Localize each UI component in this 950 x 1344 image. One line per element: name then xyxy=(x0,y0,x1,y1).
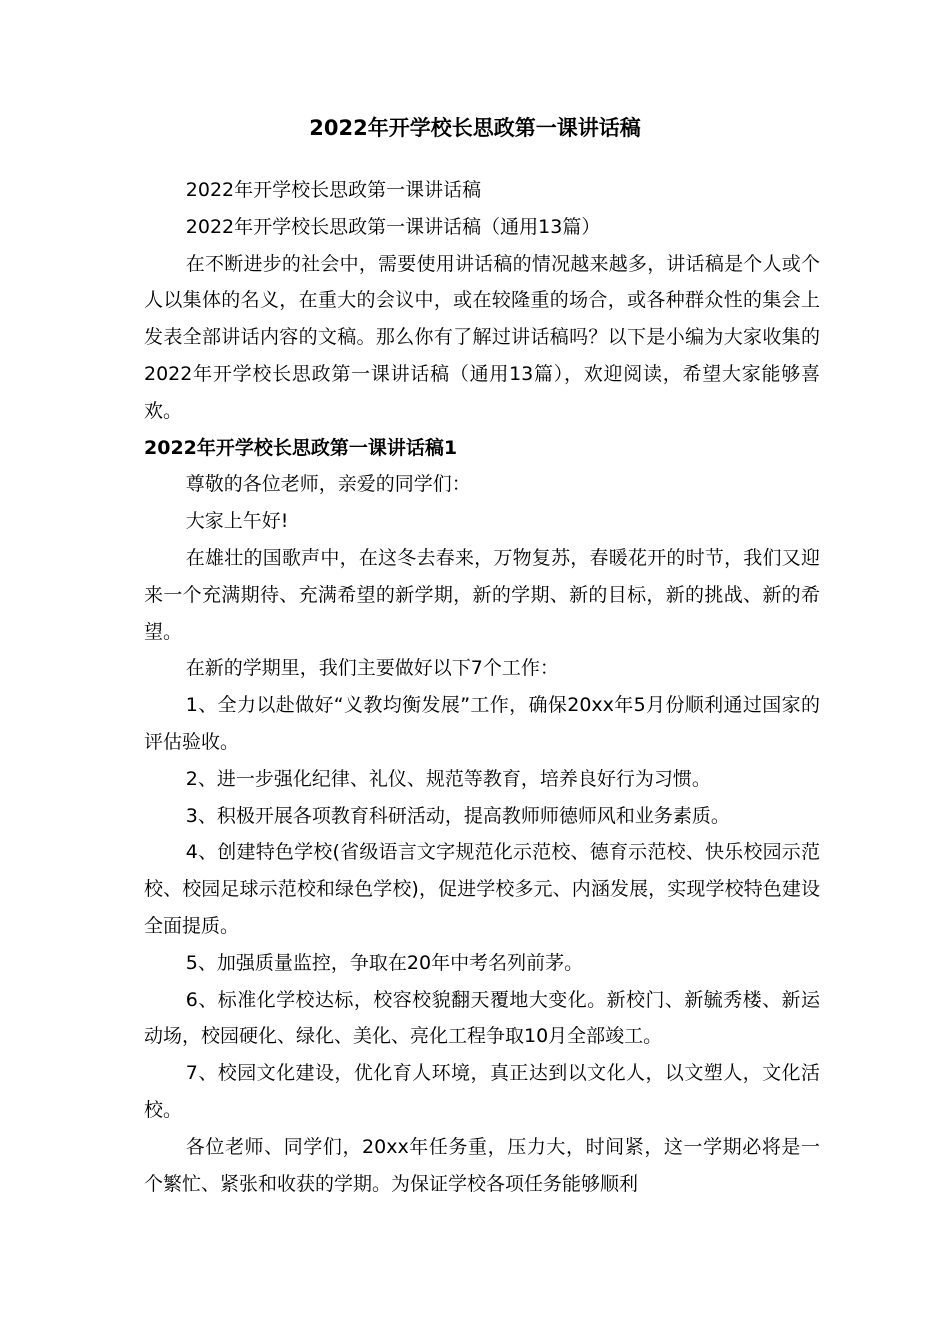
list-item: 6、标准化学校达标，校容校貌翻天覆地大变化。新校门、新毓秀楼、新运动场，校园硬化、绿化、美化、亮化工程争取10月全部竣工。 xyxy=(144,988,820,1048)
intro-paragraph: 2022年开学校长思政第一课讲话稿（通用13篇） xyxy=(185,215,601,238)
speech-paragraph: 各位老师、同学们，20xx年任务重，压力大，时间紧，这一学期必将是一个繁忙、紧张和收获的学期。为保证学校各项任务能够顺利 xyxy=(144,1135,820,1195)
intro-paragraph: 2022年开学校长思政第一课讲话稿 xyxy=(185,179,482,201)
intro-paragraph: 在不断进步的社会中，需要使用讲话稿的情况越来越多，讲话稿是个人或个人以集体的名义，在重大的会议中，或在较隆重的场合，或各种群众性的集会上发表全部讲话内容的文稿。那么你有了解过讲话稿吗？以下是小编为大家收集的2022年开学校长思政第一课讲话稿（通用13篇），欢迎阅读，希望大家能够喜欢。 xyxy=(144,252,820,422)
list-item: 7、校园文化建设，优化育人环境，真正达到以文化人，以文塑人，文化活校。 xyxy=(144,1062,820,1121)
speech-paragraph: 在新的学期里，我们主要做好以下7个工作： xyxy=(185,657,559,680)
list-item: 2、进一步强化纪律、礼仪、规范等教育，培养良好行为习惯。 xyxy=(185,767,711,790)
speech-paragraph: 大家上午好! xyxy=(185,510,289,533)
section-heading: 2022年开学校长思政第一课讲话稿1 xyxy=(144,436,458,459)
list-item: 3、积极开展各项教育科研活动，提高教师师德师风和业务素质。 xyxy=(185,804,730,827)
speech-paragraph: 尊敬的各位老师，亲爱的同学们： xyxy=(185,473,471,496)
list-item: 5、加强质量监控，争取在20年中考名列前茅。 xyxy=(185,951,584,974)
document-body xyxy=(144,172,820,1202)
list-item: 1、全力以赴做好“义教均衡发展”工作，确保20xx年5月份顺利通过国家的评估验收。 xyxy=(144,694,820,753)
speech-paragraph: 在雄壮的国歌声中，在这冬去春来，万物复苏，春暖花开的时节，我们又迎来一个充满期待、充满希望的新学期，新的学期、新的目标，新的挑战、新的希望。 xyxy=(144,546,820,643)
list-item: 4、创建特色学校(省级语言文字规范化示范校、德育示范校、快乐校园示范校、校园足球示范校和绿色学校)，促进学校多元、内涵发展，实现学校特色建设全面提质。 xyxy=(144,841,820,937)
document-title: 2022年开学校长思政第一课讲话稿 xyxy=(309,116,641,140)
